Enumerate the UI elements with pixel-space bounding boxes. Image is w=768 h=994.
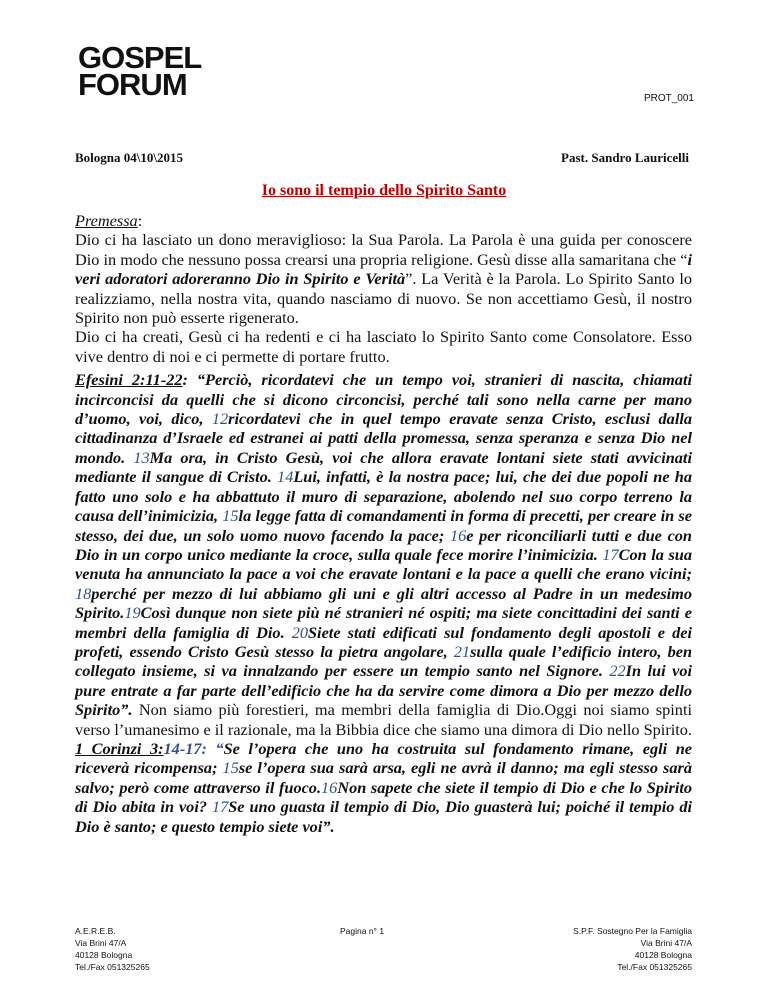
footer-right <box>573 925 692 973</box>
gospel-forum-logo <box>78 40 238 104</box>
efesini-reference: Efesini 2:11-22 <box>75 370 183 390</box>
verse-text: Con la sua venuta ha annunciato la pace a voi che eravate lontani e la pace a quelli che erano vicini; <box>75 544 692 584</box>
footer-left-line: Tel./Fax 051325265 <box>75 962 150 972</box>
verse-text: se l’opera sua sarà arsa, egli ne avrà il danno; ma egli stesso sarà salvo; però come attraverso il fuoco. <box>75 758 692 797</box>
efesini-paragraph <box>75 370 692 836</box>
verse-text: la legge fatta di comandamenti in forma di precetti, per creare in se stesso, dei due, un solo uomo nuovo facendo la pace; <box>75 506 692 545</box>
verse-number: 15 <box>222 506 239 526</box>
verse-number: 16 <box>450 525 467 545</box>
verse-text: ricordatevi che in quel tempo eravate senza Cristo, esclusi dalla cittadinanza d’Israele ed estranei ai patti della promessa, senza speranza e senza Dio nel mondo. <box>75 409 693 467</box>
verse-number: 21 <box>453 641 471 661</box>
verse-number: 13 <box>133 447 150 467</box>
premessa-paragraph-2: Dio ci ha creati, Gesù ci ha redenti e ci ha lasciato lo Spirito Santo come Consolatore. Esso vive dentro di noi e ci permette di portare frutto. <box>75 327 692 366</box>
footer-left <box>75 925 150 973</box>
verse-number: 15 <box>222 758 239 778</box>
pastor-name: Past. Sandro Lauricelli <box>561 150 689 165</box>
verse-text: perché per mezzo di lui abbiamo gli uni e gli altri accesso al Padre in un medesimo Spirito. <box>75 583 692 623</box>
verse-text: Non sapete che siete il tempio di Dio e che lo Spirito di Dio abita in voi? <box>75 777 693 817</box>
footer-right-line: Via Brini 47/A <box>640 938 692 948</box>
logo-line-2: FORUM <box>78 67 187 102</box>
verse-number: 22 <box>609 661 626 681</box>
verse-text: sulla quale l’edificio intero, ben collegato insieme, si va innalzando per essere un tempio santo nel Signore. <box>75 641 692 681</box>
footer-right-line: Tel./Fax 051325265 <box>617 962 692 972</box>
verse-number: 12 <box>211 409 229 429</box>
premessa-text-b: ”. La Verità è la Parola. Lo Spirito Santo lo realizziamo, nella nostra vita, quando nasciamo di nuovo. Se non accettiamo Gesù, il nostro Spirito non può esserte rigenerato. <box>75 269 692 328</box>
footer-left-line: A.E.R.E.B. <box>75 926 116 936</box>
premessa-colon: : <box>137 211 143 230</box>
verse-text: Se l’opera che uno ha costruita sul fondamento rimane, egli ne riceverà ricompensa; <box>75 738 692 778</box>
sermon-title: Io sono il tempio dello Spirito Santo <box>261 182 507 199</box>
corinzi-reference: 1 Corinzi 3: <box>75 738 164 758</box>
verse-text: Se uno guasta il tempio di Dio, Dio guasterà lui; poiché il tempio di Dio è santo; e questo tempio siete voi”. <box>75 797 692 836</box>
logo-line-1: GOSPEL <box>78 40 202 75</box>
verse-number: 14 <box>277 467 294 487</box>
protocol-number: PROT_001 <box>643 93 694 104</box>
premessa-paragraph <box>75 211 692 327</box>
verse-text: Così dunque non siete più né stranieri né ospiti; ma siete concittadini dei santi e membri della famiglia di Dio. <box>75 603 692 642</box>
verse-text: Lui, infatti, è la nostra pace; lui, che dei due popoli ne ha fatto uno solo e ha abbattuto il muro di separazione, abolendo nel suo corpo terreno la causa dell’inimicizia, <box>75 467 692 526</box>
document-body <box>75 211 692 836</box>
footer-left-line: 40128 Bologna <box>75 950 133 960</box>
verse-number: 19 <box>124 603 141 623</box>
footer-left-line: Via Brini 47/A <box>75 938 127 948</box>
verse-text: In lui voi pure entrate a far parte dell’edificio che ha da servire come dimora a Dio per mezzo dello Spirito”. <box>75 661 692 720</box>
premessa-text-a: Dio ci ha lasciato un dono meraviglioso: la Sua Parola. La Parola è una guida per conoscere Dio in modo che nessuno possa crearsi una propria religione. Gesù disse alla samaritana che “ <box>75 230 692 269</box>
verse-number: 20 <box>291 622 308 642</box>
corinzi-range: 14-17: “ <box>163 738 224 758</box>
verse-text: Ma ora, in Cristo Gesù, voi che allora eravate lontani siete stati avvicinati mediante il sangue di Cristo. <box>75 447 692 487</box>
page-number: Pagina n° 1 <box>340 926 385 936</box>
verse-text: Siete stati edificati sul fondamento degli apostoli e dei profeti, essendo Cristo Gesù stesso la pietra angolare, <box>75 622 692 661</box>
verse-number: 16 <box>321 777 338 797</box>
footer-right-line: 40128 Bologna <box>634 950 692 960</box>
verse-number: 18 <box>75 583 92 603</box>
commentary-text: Non siamo più forestieri, ma membri della famiglia di Dio.Oggi noi siamo spinti verso l’umanesimo e il razionale, ma la Bibbia dice che siamo una dimora di Dio nello Spirito. <box>75 700 692 739</box>
premessa-label: Premessa <box>75 211 138 230</box>
place-date: Bologna 04\10\2015 <box>75 150 183 165</box>
verse-number: 17 <box>602 544 619 564</box>
verse-number: 17 <box>211 797 229 817</box>
efesini-lead: : “Perciò, ricordatevi che un tempo voi, stranieri di nascita, chiamati incirconcisi da quelli che si dicono circoncisi, perché tali sono nella carne per mano d’uomo, voi, dico, <box>75 370 692 429</box>
footer-right-line: S.P.F. Sostegno Per la Famiglia <box>573 926 692 936</box>
verse-text: e per riconciliarli tutti e due con Dio in un corpo unico mediante la croce, sulla quale fece morire l’inimicizia. <box>75 525 692 564</box>
premessa-quote: i veri adoratori adoreranno Dio in Spirito e Verità <box>75 249 692 289</box>
